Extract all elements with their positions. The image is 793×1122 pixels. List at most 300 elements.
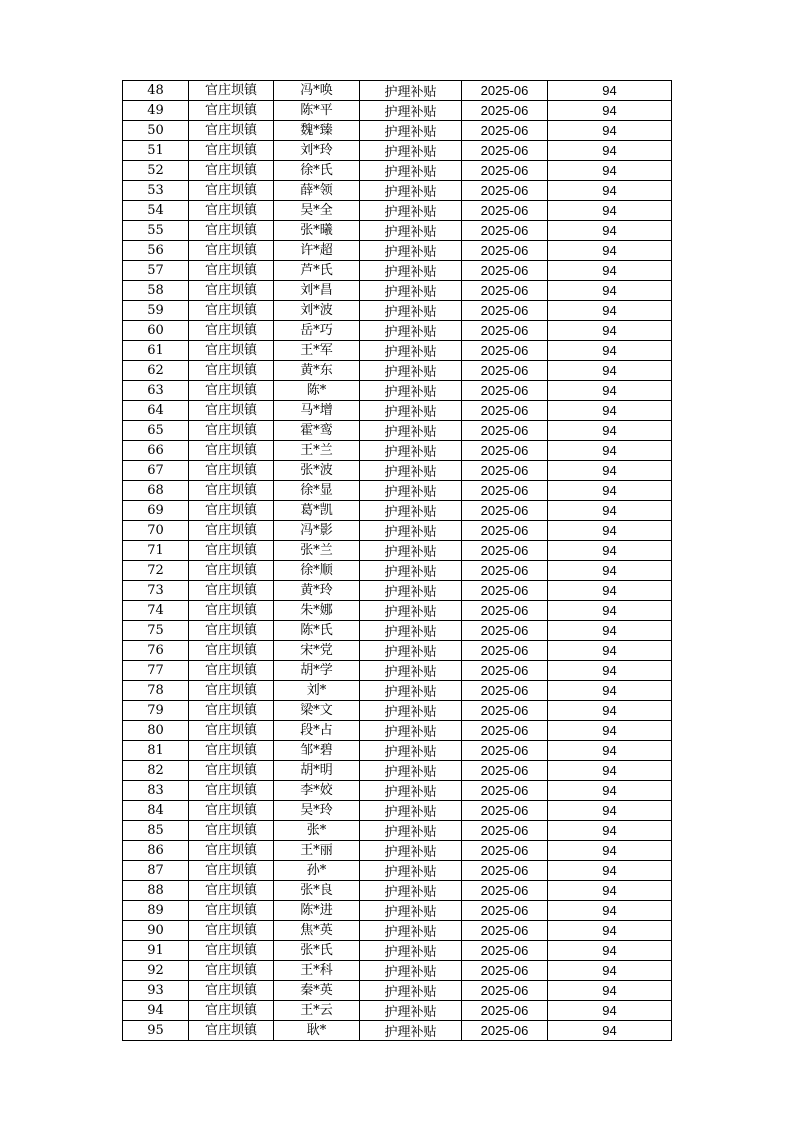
row-number-cell: 93 — [123, 981, 189, 1001]
subsidy-type-cell — [360, 221, 462, 241]
month-cell: 2025-06 — [462, 661, 548, 681]
amount-cell: 94 — [548, 361, 672, 381]
subsidy-type-cell — [360, 441, 462, 461]
table-row — [123, 781, 672, 801]
month-cell: 2025-06 — [462, 301, 548, 321]
row-number-cell: 92 — [123, 961, 189, 981]
row-number-cell: 90 — [123, 921, 189, 941]
month-cell: 2025-06 — [462, 621, 548, 641]
subsidy-type-label: 护理补贴 — [384, 525, 437, 540]
subsidy-type-label: 护理补贴 — [384, 485, 437, 500]
subsidy-type-label: 护理补贴 — [384, 1005, 437, 1020]
month-cell: 2025-06 — [462, 221, 548, 241]
amount-cell: 94 — [548, 281, 672, 301]
table-row — [123, 841, 672, 861]
amount-cell: 94 — [548, 421, 672, 441]
subsidy-type-cell — [360, 961, 462, 981]
row-number-cell: 62 — [123, 361, 189, 381]
month-cell: 2025-06 — [462, 981, 548, 1001]
subsidy-type-label: 护理补贴 — [384, 1025, 437, 1040]
amount-cell: 94 — [548, 741, 672, 761]
person-name-cell: 薛*领 — [274, 181, 360, 201]
town-cell: 官庄坝镇 — [189, 601, 274, 621]
table-row — [123, 541, 672, 561]
table-row — [123, 621, 672, 641]
table-row — [123, 1021, 672, 1041]
amount-cell: 94 — [548, 821, 672, 841]
subsidy-type-cell — [360, 461, 462, 481]
subsidy-type-cell — [360, 981, 462, 1001]
subsidy-type-cell — [360, 1001, 462, 1021]
month-cell: 2025-06 — [462, 141, 548, 161]
person-name-cell: 耿* — [274, 1021, 360, 1041]
town-cell: 官庄坝镇 — [189, 801, 274, 821]
town-cell: 官庄坝镇 — [189, 941, 274, 961]
person-name-cell: 秦*英 — [274, 981, 360, 1001]
subsidy-type-label: 护理补贴 — [384, 645, 437, 660]
amount-cell: 94 — [548, 621, 672, 641]
town-cell: 官庄坝镇 — [189, 641, 274, 661]
table-row — [123, 341, 672, 361]
town-cell: 官庄坝镇 — [189, 101, 274, 121]
person-name-cell: 孙* — [274, 861, 360, 881]
person-name-cell: 陈* — [274, 381, 360, 401]
town-cell: 官庄坝镇 — [189, 441, 274, 461]
table-row — [123, 981, 672, 1001]
person-name-cell: 刘*玲 — [274, 141, 360, 161]
amount-cell: 94 — [548, 141, 672, 161]
subsidy-type-label: 护理补贴 — [384, 385, 437, 400]
amount-cell: 94 — [548, 641, 672, 661]
table-row — [123, 881, 672, 901]
person-name-cell: 刘* — [274, 681, 360, 701]
town-cell: 官庄坝镇 — [189, 121, 274, 141]
person-name-cell: 徐*显 — [274, 481, 360, 501]
town-cell: 官庄坝镇 — [189, 521, 274, 541]
town-cell: 官庄坝镇 — [189, 201, 274, 221]
amount-cell: 94 — [548, 961, 672, 981]
subsidy-type-cell — [360, 81, 462, 101]
amount-cell: 94 — [548, 901, 672, 921]
subsidy-type-label: 护理补贴 — [384, 405, 437, 420]
month-cell: 2025-06 — [462, 121, 548, 141]
month-cell: 2025-06 — [462, 1001, 548, 1021]
town-cell: 官庄坝镇 — [189, 901, 274, 921]
month-cell: 2025-06 — [462, 441, 548, 461]
town-cell: 官庄坝镇 — [189, 141, 274, 161]
subsidy-type-cell — [360, 401, 462, 421]
month-cell: 2025-06 — [462, 421, 548, 441]
amount-cell: 94 — [548, 581, 672, 601]
amount-cell: 94 — [548, 201, 672, 221]
subsidy-type-cell — [360, 241, 462, 261]
subsidy-type-cell — [360, 161, 462, 181]
month-cell: 2025-06 — [462, 941, 548, 961]
subsidy-type-label: 护理补贴 — [384, 565, 437, 580]
person-name-cell: 刘*波 — [274, 301, 360, 321]
month-cell: 2025-06 — [462, 601, 548, 621]
table-row — [123, 361, 672, 381]
town-cell: 官庄坝镇 — [189, 481, 274, 501]
month-cell: 2025-06 — [462, 861, 548, 881]
row-number-cell: 69 — [123, 501, 189, 521]
subsidy-type-label: 护理补贴 — [384, 345, 437, 360]
amount-cell: 94 — [548, 261, 672, 281]
subsidy-type-label: 护理补贴 — [384, 445, 437, 460]
amount-cell: 94 — [548, 861, 672, 881]
town-cell: 官庄坝镇 — [189, 541, 274, 561]
subsidy-type-cell — [360, 421, 462, 441]
month-cell: 2025-06 — [462, 101, 548, 121]
town-cell: 官庄坝镇 — [189, 961, 274, 981]
town-cell: 官庄坝镇 — [189, 1001, 274, 1021]
person-name-cell: 徐*顺 — [274, 561, 360, 581]
row-number-cell: 81 — [123, 741, 189, 761]
town-cell: 官庄坝镇 — [189, 861, 274, 881]
table-row — [123, 121, 672, 141]
subsidy-type-cell — [360, 181, 462, 201]
table-row — [123, 321, 672, 341]
table-row — [123, 681, 672, 701]
subsidy-type-cell — [360, 921, 462, 941]
subsidy-type-label: 护理补贴 — [384, 265, 437, 280]
person-name-cell: 李*姣 — [274, 781, 360, 801]
row-number-cell: 91 — [123, 941, 189, 961]
person-name-cell: 马*增 — [274, 401, 360, 421]
person-name-cell: 张*氏 — [274, 941, 360, 961]
person-name-cell: 吴*全 — [274, 201, 360, 221]
subsidy-type-label: 护理补贴 — [384, 685, 437, 700]
person-name-cell: 冯*影 — [274, 521, 360, 541]
row-number-cell: 85 — [123, 821, 189, 841]
row-number-cell: 59 — [123, 301, 189, 321]
subsidy-type-cell — [360, 301, 462, 321]
subsidy-type-label: 护理补贴 — [384, 825, 437, 840]
subsidy-type-cell — [360, 501, 462, 521]
town-cell: 官庄坝镇 — [189, 321, 274, 341]
person-name-cell: 吴*玲 — [274, 801, 360, 821]
town-cell: 官庄坝镇 — [189, 501, 274, 521]
table-row — [123, 181, 672, 201]
person-name-cell: 陈*进 — [274, 901, 360, 921]
month-cell: 2025-06 — [462, 681, 548, 701]
person-name-cell: 胡*明 — [274, 761, 360, 781]
person-name-cell: 张*曦 — [274, 221, 360, 241]
table-row — [123, 201, 672, 221]
town-cell: 官庄坝镇 — [189, 261, 274, 281]
town-cell: 官庄坝镇 — [189, 761, 274, 781]
person-name-cell: 王*兰 — [274, 441, 360, 461]
amount-cell: 94 — [548, 841, 672, 861]
subsidy-type-cell — [360, 261, 462, 281]
subsidy-type-cell — [360, 541, 462, 561]
subsidy-type-label: 护理补贴 — [384, 865, 437, 880]
table-row — [123, 101, 672, 121]
row-number-cell: 49 — [123, 101, 189, 121]
person-name-cell: 刘*昌 — [274, 281, 360, 301]
table-row — [123, 141, 672, 161]
town-cell: 官庄坝镇 — [189, 921, 274, 941]
town-cell: 官庄坝镇 — [189, 221, 274, 241]
town-cell: 官庄坝镇 — [189, 301, 274, 321]
month-cell: 2025-06 — [462, 381, 548, 401]
person-name-cell: 邹*碧 — [274, 741, 360, 761]
town-cell: 官庄坝镇 — [189, 661, 274, 681]
subsidy-type-cell — [360, 881, 462, 901]
table-row — [123, 241, 672, 261]
person-name-cell: 芦*氏 — [274, 261, 360, 281]
person-name-cell: 黄*东 — [274, 361, 360, 381]
town-cell: 官庄坝镇 — [189, 361, 274, 381]
month-cell: 2025-06 — [462, 521, 548, 541]
row-number-cell: 65 — [123, 421, 189, 441]
town-cell: 官庄坝镇 — [189, 581, 274, 601]
subsidy-type-cell — [360, 701, 462, 721]
person-name-cell: 王*军 — [274, 341, 360, 361]
amount-cell: 94 — [548, 401, 672, 421]
row-number-cell: 58 — [123, 281, 189, 301]
month-cell: 2025-06 — [462, 241, 548, 261]
amount-cell: 94 — [548, 1021, 672, 1041]
table-row — [123, 421, 672, 441]
subsidy-type-cell — [360, 141, 462, 161]
subsidy-type-label: 护理补贴 — [384, 465, 437, 480]
month-cell: 2025-06 — [462, 821, 548, 841]
subsidy-type-label: 护理补贴 — [384, 145, 437, 160]
town-cell: 官庄坝镇 — [189, 721, 274, 741]
person-name-cell: 魏*臻 — [274, 121, 360, 141]
subsidy-type-label: 护理补贴 — [384, 545, 437, 560]
town-cell: 官庄坝镇 — [189, 841, 274, 861]
amount-cell: 94 — [548, 941, 672, 961]
subsidy-type-cell — [360, 601, 462, 621]
month-cell: 2025-06 — [462, 841, 548, 861]
town-cell: 官庄坝镇 — [189, 781, 274, 801]
table-row — [123, 481, 672, 501]
month-cell: 2025-06 — [462, 801, 548, 821]
row-number-cell: 54 — [123, 201, 189, 221]
subsidy-type-cell — [360, 621, 462, 641]
person-name-cell: 梁*文 — [274, 701, 360, 721]
subsidy-type-label: 护理补贴 — [384, 505, 437, 520]
amount-cell: 94 — [548, 661, 672, 681]
town-cell: 官庄坝镇 — [189, 161, 274, 181]
row-number-cell: 50 — [123, 121, 189, 141]
amount-cell: 94 — [548, 541, 672, 561]
town-cell: 官庄坝镇 — [189, 821, 274, 841]
subsidy-type-label: 护理补贴 — [384, 745, 437, 760]
amount-cell: 94 — [548, 761, 672, 781]
subsidy-type-cell — [360, 721, 462, 741]
row-number-cell: 51 — [123, 141, 189, 161]
subsidy-type-cell — [360, 781, 462, 801]
person-name-cell: 陈*平 — [274, 101, 360, 121]
subsidy-type-label: 护理补贴 — [384, 785, 437, 800]
row-number-cell: 74 — [123, 601, 189, 621]
month-cell: 2025-06 — [462, 741, 548, 761]
month-cell: 2025-06 — [462, 921, 548, 941]
row-number-cell: 79 — [123, 701, 189, 721]
amount-cell: 94 — [548, 601, 672, 621]
person-name-cell: 王*科 — [274, 961, 360, 981]
town-cell: 官庄坝镇 — [189, 461, 274, 481]
town-cell: 官庄坝镇 — [189, 1021, 274, 1041]
amount-cell: 94 — [548, 681, 672, 701]
table-row — [123, 641, 672, 661]
month-cell: 2025-06 — [462, 321, 548, 341]
month-cell: 2025-06 — [462, 161, 548, 181]
table-row — [123, 801, 672, 821]
subsidy-type-cell — [360, 761, 462, 781]
town-cell: 官庄坝镇 — [189, 981, 274, 1001]
row-number-cell: 73 — [123, 581, 189, 601]
amount-cell: 94 — [548, 241, 672, 261]
subsidy-type-label: 护理补贴 — [384, 705, 437, 720]
table-body — [123, 81, 672, 1041]
row-number-cell: 64 — [123, 401, 189, 421]
table-row — [123, 401, 672, 421]
table-row — [123, 901, 672, 921]
subsidy-type-label: 护理补贴 — [384, 165, 437, 180]
amount-cell: 94 — [548, 701, 672, 721]
table-row — [123, 821, 672, 841]
person-name-cell: 张*兰 — [274, 541, 360, 561]
amount-cell: 94 — [548, 181, 672, 201]
person-name-cell: 黄*玲 — [274, 581, 360, 601]
person-name-cell: 徐*氏 — [274, 161, 360, 181]
row-number-cell: 52 — [123, 161, 189, 181]
month-cell: 2025-06 — [462, 461, 548, 481]
table-row — [123, 501, 672, 521]
amount-cell: 94 — [548, 341, 672, 361]
month-cell: 2025-06 — [462, 1021, 548, 1041]
table-row — [123, 661, 672, 681]
row-number-cell: 60 — [123, 321, 189, 341]
amount-cell: 94 — [548, 481, 672, 501]
table-row — [123, 561, 672, 581]
row-number-cell: 67 — [123, 461, 189, 481]
subsidy-type-cell — [360, 901, 462, 921]
amount-cell: 94 — [548, 221, 672, 241]
table-row — [123, 961, 672, 981]
amount-cell: 94 — [548, 161, 672, 181]
subsidy-type-label: 护理补贴 — [384, 665, 437, 680]
row-number-cell: 56 — [123, 241, 189, 261]
subsidy-type-label: 护理补贴 — [384, 905, 437, 920]
person-name-cell: 张* — [274, 821, 360, 841]
subsidy-type-label: 护理补贴 — [384, 725, 437, 740]
table-row — [123, 381, 672, 401]
row-number-cell: 77 — [123, 661, 189, 681]
table-row — [123, 521, 672, 541]
amount-cell: 94 — [548, 921, 672, 941]
table-row — [123, 161, 672, 181]
subsidy-type-label: 护理补贴 — [384, 585, 437, 600]
row-number-cell: 78 — [123, 681, 189, 701]
person-name-cell: 焦*英 — [274, 921, 360, 941]
month-cell: 2025-06 — [462, 501, 548, 521]
month-cell: 2025-06 — [462, 581, 548, 601]
amount-cell: 94 — [548, 1001, 672, 1021]
month-cell: 2025-06 — [462, 901, 548, 921]
amount-cell: 94 — [548, 301, 672, 321]
subsidy-type-cell — [360, 341, 462, 361]
amount-cell: 94 — [548, 561, 672, 581]
row-number-cell: 71 — [123, 541, 189, 561]
table-row — [123, 941, 672, 961]
subsidy-type-label: 护理补贴 — [384, 305, 437, 320]
row-number-cell: 55 — [123, 221, 189, 241]
row-number-cell: 89 — [123, 901, 189, 921]
table-row — [123, 581, 672, 601]
row-number-cell: 76 — [123, 641, 189, 661]
row-number-cell: 80 — [123, 721, 189, 741]
amount-cell: 94 — [548, 521, 672, 541]
subsidy-type-cell — [360, 661, 462, 681]
table-row — [123, 281, 672, 301]
month-cell: 2025-06 — [462, 261, 548, 281]
town-cell: 官庄坝镇 — [189, 181, 274, 201]
subsidy-type-label: 护理补贴 — [384, 985, 437, 1000]
subsidy-type-label: 护理补贴 — [384, 945, 437, 960]
table-row — [123, 441, 672, 461]
subsidy-type-label: 护理补贴 — [384, 365, 437, 380]
table-row — [123, 921, 672, 941]
row-number-cell: 63 — [123, 381, 189, 401]
person-name-cell: 朱*娜 — [274, 601, 360, 621]
person-name-cell: 张*波 — [274, 461, 360, 481]
month-cell: 2025-06 — [462, 641, 548, 661]
row-number-cell: 88 — [123, 881, 189, 901]
subsidy-type-cell — [360, 741, 462, 761]
subsidy-type-label: 护理补贴 — [384, 805, 437, 820]
subsidy-type-cell — [360, 801, 462, 821]
subsidy-type-cell — [360, 121, 462, 141]
person-name-cell: 段*占 — [274, 721, 360, 741]
month-cell: 2025-06 — [462, 881, 548, 901]
table-row — [123, 701, 672, 721]
subsidy-type-cell — [360, 861, 462, 881]
table-row — [123, 301, 672, 321]
subsidy-type-cell — [360, 1021, 462, 1041]
table-row — [123, 461, 672, 481]
subsidy-type-label: 护理补贴 — [384, 245, 437, 260]
subsidy-type-label: 护理补贴 — [384, 625, 437, 640]
person-name-cell: 王*丽 — [274, 841, 360, 861]
month-cell: 2025-06 — [462, 361, 548, 381]
month-cell: 2025-06 — [462, 201, 548, 221]
town-cell: 官庄坝镇 — [189, 281, 274, 301]
subsidy-type-cell — [360, 521, 462, 541]
person-name-cell: 王*云 — [274, 1001, 360, 1021]
subsidy-type-label: 护理补贴 — [384, 205, 437, 220]
subsidy-type-cell — [360, 281, 462, 301]
subsidy-type-label: 护理补贴 — [384, 325, 437, 340]
town-cell: 官庄坝镇 — [189, 621, 274, 641]
month-cell: 2025-06 — [462, 701, 548, 721]
subsidy-type-cell — [360, 821, 462, 841]
subsidy-type-cell — [360, 581, 462, 601]
person-name-cell: 冯*唤 — [274, 81, 360, 101]
row-number-cell: 87 — [123, 861, 189, 881]
subsidy-type-label: 护理补贴 — [384, 185, 437, 200]
table-row — [123, 861, 672, 881]
person-name-cell: 宋*党 — [274, 641, 360, 661]
subsidy-type-label: 护理补贴 — [384, 225, 437, 240]
row-number-cell: 83 — [123, 781, 189, 801]
subsidy-type-label: 护理补贴 — [384, 285, 437, 300]
row-number-cell: 94 — [123, 1001, 189, 1021]
